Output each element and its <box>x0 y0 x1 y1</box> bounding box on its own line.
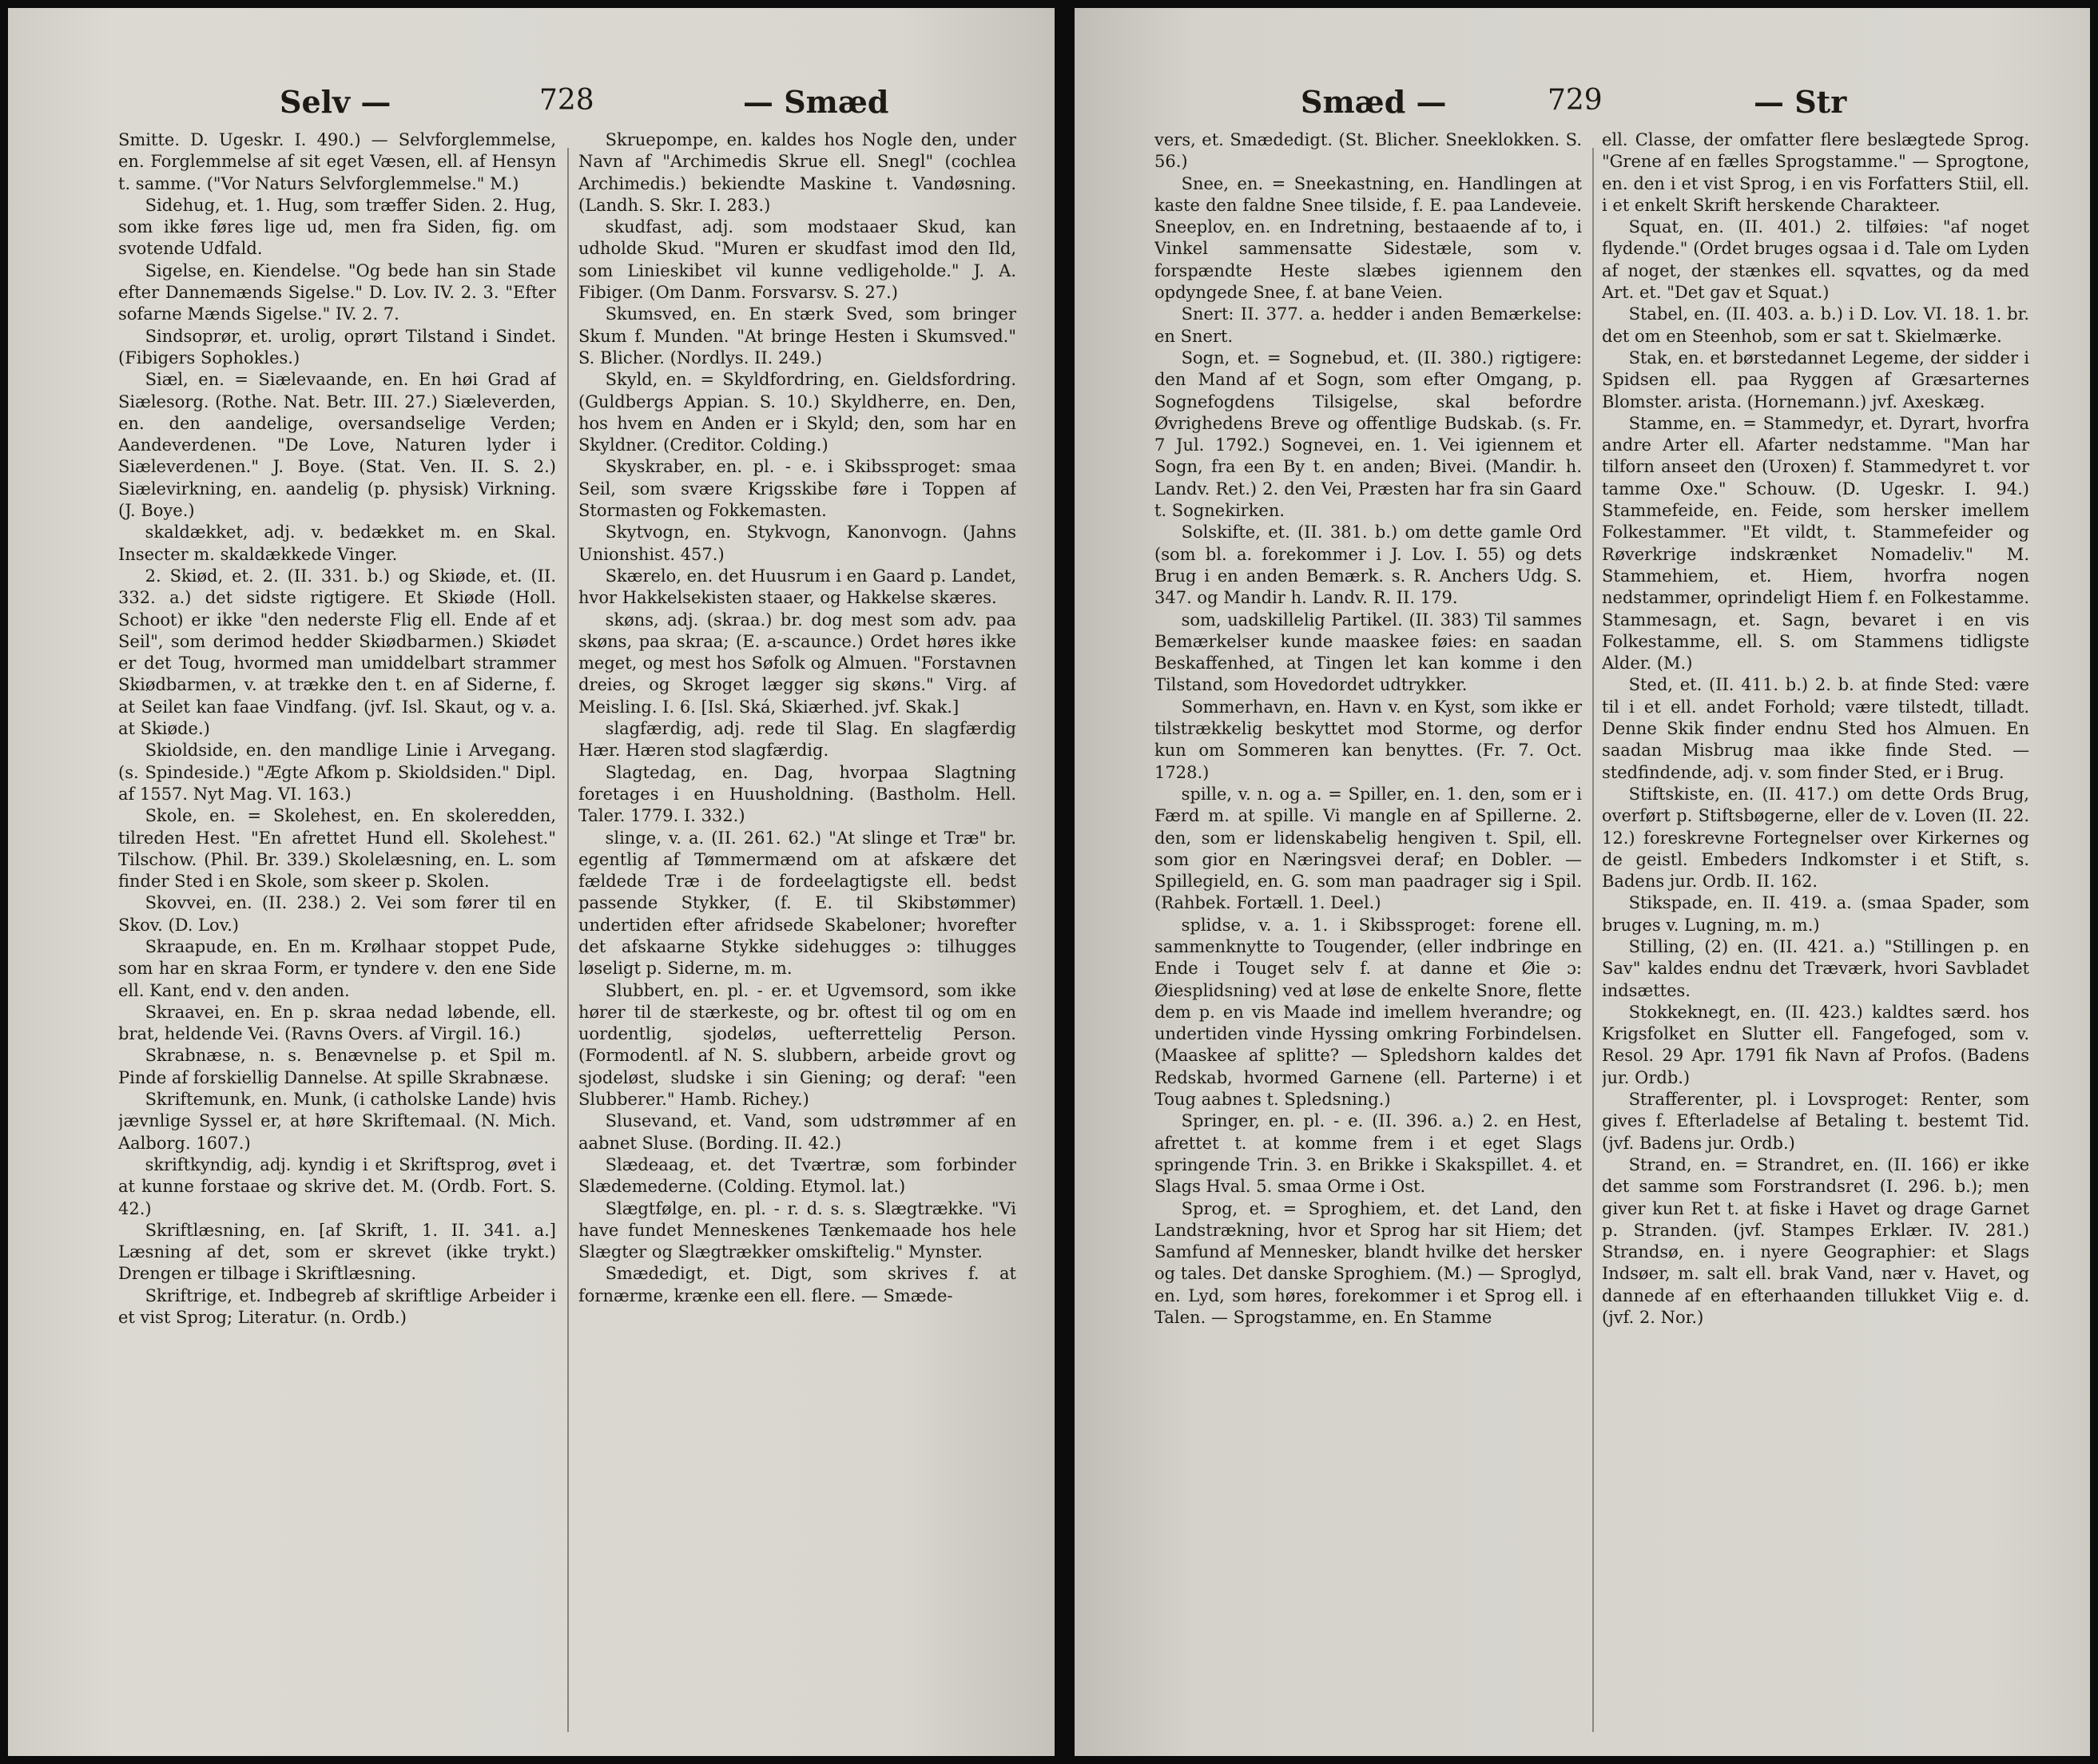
right-header-catchword-start: Smæd — <box>1301 84 1447 120</box>
left-page <box>8 8 1055 1756</box>
entry: Skruepompe, en. kaldes hos Nogle den, under Navn af "Archimedis Skrue ell. Snegl" (cochlea Archimedis.) bekiendte Maskine t. Vandøsning. (Landh. S. Skr. I. 283.) <box>578 130 1016 215</box>
entry: Skraavei, en. En p. skraa nedad løbende, ell. brat, heldende Vei. (Ravns Overs. af Virgil. 16.) <box>118 1002 556 1044</box>
entry: Skriftlæsning, en. [af Skrift, 1. II. 341. a.] Læsning af det, som er skrevet (ikke trykt.) Drengen er tilbage i Skriftlæsning. <box>118 1220 556 1284</box>
entry: Sogn, et. = Sognebud, et. (II. 380.) rigtigere: den Mand af et Sogn, som efter Omgang, p. Sognefogdens Tilsigelse, skal befordre Øvrighedens Breve og offentlige Budskab. (s. Fr. 7 Jul. 1792.) Sognevei, en. 1. Vei igiennem et Sogn, fra een By t. en anden; Bivei. (Mandir. h. Landv. Ret.) 2. den Vei, Præsten har fra sin Gaard t. Sognekirken. <box>1154 348 1582 521</box>
entry: Skriftrige, et. Indbegreb af skriftlige Arbeider i et vist Sprog; Literatur. (n. Ordb.) <box>118 1285 556 1328</box>
entry: som, uadskillelig Partikel. (II. 383) Til sammes Bemærkelser kunde maaskee føies: en saadan Beskaffenhed, at Tingen let kan komme i den Tilstand, som Hovedordet udtrykker. <box>1154 610 1582 695</box>
entry: skøns, adj. (skraa.) br. dog mest som adv. paa skøns, paa skraa; (E. a-scaunce.) Ordet høres ikke meget, og mest hos Søfolk og Almuen. "Forstavnen dreies, og Skroget lægger sig skøns." Virg. af Meisling. I. 6. [Isl. Ská, Skiærhed. jvf. Skak.] <box>578 610 1016 717</box>
right-page <box>1075 8 2090 1756</box>
entry: 2. Skiød, et. 2. (II. 331. b.) og Skiøde, et. (II. 332. a.) det sidste rigtigere. Et Skiøde (Holl. Schoot) er ikke "den nederste Flig ell. Ende af et Seil", som derimod hedder Skiødbarmen.) Skiødet er det Toug, hvormed man umiddelbart strammer Skiødbarmen, v. at trække den t. en af Siderne, f. at Seilet kan faae Vindfang. (jvf. Isl. Skaut, og v. a. at Skiøde.) <box>118 566 556 739</box>
entry: Stokkeknegt, en. (II. 423.) kaldtes særd. hos Krigsfolket en Slutter ell. Fangefoged, som v. Resol. 29 Apr. 1791 fik Navn af Profos. (Badens jur. Ordb.) <box>1602 1002 2029 1087</box>
entry: Skyld, en. = Skyldfordring, en. Gieldsfordring. (Guldbergs Appian. S. 10.) Skyldherre, en. Den, hos hvem en Anden er i Skyld; den, som har en Skyldner. (Creditor. Colding.) <box>578 370 1016 455</box>
entry: Stiftskiste, en. (II. 417.) om dette Ords Brug, overført p. Stiftsbøgerne, eller de v. Loven (II. 22. 12.) foreskrevne Fortegnelser over Kirkernes og de geistl. Embeders Indkomster i et Stift, s. Badens jur. Ordb. II. 162. <box>1602 784 2029 892</box>
entry: skaldækket, adj. v. bedækket m. en Skal. Insecter m. skaldækkede Vinger. <box>118 522 556 564</box>
right-header-page-number: 729 <box>1548 84 1603 117</box>
entry: Slagtedag, en. Dag, hvorpaa Slagtning foretages i en Huusholdning. (Bastholm. Hell. Taler. 1779. I. 332.) <box>578 762 1016 826</box>
entry: Skole, en. = Skolehest, en. En skoleredden, tilreden Hest. "En afrettet Hund ell. Skolehest." Tilschow. (Phil. Br. 339.) Skolelæsning, en. L. som finder Sted i en Skole, som skeer p. Skolen. <box>118 806 556 892</box>
entry: Skærelo, en. det Huusrum i en Gaard p. Landet, hvor Hakkelsekisten staaer, og Hakkelse skæres. <box>578 566 1016 608</box>
entry: Stabel, en. (II. 403. a. b.) i D. Lov. VI. 18. 1. br. det om en Steenhob, som er sat t. Skielmærke. <box>1602 304 2029 346</box>
entry: Skovvei, en. (II. 238.) 2. Vei som fører til en Skov. (D. Lov.) <box>118 893 556 935</box>
entry: Sidehug, et. 1. Hug, som træffer Siden. 2. Hug, som ikke føres lige ud, men fra Siden, fig. om svotende Udfald. <box>118 195 556 259</box>
entry: Solskifte, et. (II. 381. b.) om dette gamle Ord (som bl. a. forekommer i J. Lov. I. 55) og dets Brug i en anden Bemærk. s. R. Anchers Udg. S. 347. og Mandir h. Landv. R. II. 179. <box>1154 522 1582 608</box>
entry: Springer, en. pl. - e. (II. 396. a.) 2. en Hest, afrettet t. at komme frem i et eget Slags springende Trin. 3. en Brikke i Skakspillet. 4. et Slags Hval. 5. smaa Orme i Ost. <box>1154 1111 1582 1197</box>
right-page-header <box>1075 84 2090 132</box>
entry: Skraapude, en. En m. Krølhaar stoppet Pude, som har en skraa Form, er tyndere v. den ene Side ell. Kant, end v. den anden. <box>118 936 556 1000</box>
column-separator <box>567 148 569 1732</box>
entry: Skriftemunk, en. Munk, (i catholske Lande) hvis jævnlige Syssel er, at høre Skriftemaal. (N. Mich. Aalborg. 1607.) <box>118 1090 556 1153</box>
entry: spille, v. n. og a. = Spiller, en. 1. den, som er i Færd m. at spille. Vi mangle en af Spillerne. 2. den, som er lidenskabelig hengiven t. Spil, ell. som gior en Næringsvei deraf; en Dobler. — Spillegield, en. G. som man paadrager sig i Spil. (Rahbek. Fortæll. 1. Deel.) <box>1154 784 1582 913</box>
right-page-column-2 <box>1602 129 2029 1740</box>
right-header-catchword-end: — Str <box>1754 84 1847 120</box>
entry: Sigelse, en. Kiendelse. "Og bede han sin Stade efter Dannemænds Sigelse." D. Lov. IV. 2. 3. "Efter sofarne Mænds Sigelse." IV. 2. 7. <box>118 260 556 324</box>
entry: Smædedigt, et. Digt, som skrives f. at fornærme, krænke een ell. flere. — Smæde- <box>578 1264 1016 1305</box>
left-header-page-number: 728 <box>539 84 594 117</box>
entry: Sommerhavn, en. Havn v. en Kyst, som ikke er tilstrækkelig beskyttet mod Storme, og derfor kun om Sommeren kan benyttes. (Fr. 7. Oct. 1728.) <box>1154 697 1582 782</box>
entry: Slusevand, et. Vand, som udstrømmer af en aabnet Sluse. (Bording. II. 42.) <box>578 1111 1016 1153</box>
entry: Strand, en. = Strandret, en. (II. 166) er ikke det samme som Forstrandsret (I. 296. b.); men giver kun Ret t. at fiske i Havet og drage Garnet p. Stranden. (jvf. Stampes Erklær. IV. 281.) Strandsø, en. i nyere Geographier: et Slags Indsøer, m. salt ell. brak Vand, nær v. Havet, og dannede af en efterhaanden tillukket Viig e. d. (jvf. 2. Nor.) <box>1602 1154 2029 1328</box>
entry: skudfast, adj. som modstaaer Skud, kan udholde Skud. "Muren er skudfast imod den Ild, som Linieskibet vil kunne vedligeholde." J. A. Fibiger. (Om Danm. Forsvarsv. S. 27.) <box>578 217 1016 303</box>
left-header-catchword-end: — Smæd <box>743 84 889 120</box>
entry: Squat, en. (II. 401.) 2. tilføies: "af noget flydende." (Ordet bruges ogsaa i d. Tale om Lyden af noget, der stænkes ell. sqvattes, og da med Art. et. "Det gav et Squat.) <box>1602 217 2029 303</box>
entry: Siæl, en. = Siælevaande, en. En høi Grad af Siælesorg. (Rothe. Nat. Betr. III. 27.) Siæleverden, en. den aandelige, oversandselige Verden; Aandeverdenen. "De Love, Naturen lyder i Siæleverdenen." J. Boye. (Stat. Ven. II. S. 2.) Siælevirkning, en. aandelig (p. physisk) Virkning. (J. Boye.) <box>118 370 556 521</box>
entry: Stikspade, en. II. 419. a. (smaa Spader, som bruges v. Lugning, m. m.) <box>1602 893 2029 935</box>
entry: Skioldside, en. den mandlige Linie i Arvegang. (s. Spindeside.) "Ægte Afkom p. Skioldsiden." Dipl. af 1557. Nyt Mag. VI. 163.) <box>118 741 556 804</box>
column-separator <box>1592 148 1594 1732</box>
entry: Skyskraber, en. pl. - e. i Skibssproget: smaa Seil, som svære Krigsskibe føre i Toppen af Stormasten og Fokkemasten. <box>578 457 1016 521</box>
left-page-column-2 <box>578 129 1016 1740</box>
entry: Smitte. D. Ugeskr. I. 490.) — Selvforglemmelse, en. Forglemmelse af sit eget Væsen, ell. af Hensyn t. samme. ("Vor Naturs Selvforglemmelse." M.) <box>118 130 556 193</box>
entry: Stilling, (2) en. (II. 421. a.) "Stillingen p. en Sav" kaldes endnu det Træværk, hvori Savbladet indsættes. <box>1602 936 2029 1000</box>
left-page-column-1 <box>118 129 556 1740</box>
entry: Sted, et. (II. 411. b.) 2. b. at finde Sted: være til i et ell. andet Forhold; være tilstedt, tilladt. Denne Skik finder endnu Sted hos Almuen. En saadan Misbrug maa ikke finde Sted. — stedfindende, adj. v. som finder Sted, er i Brug. <box>1602 675 2029 782</box>
entry: Sindsoprør, et. urolig, oprørt Tilstand i Sindet. (Fibigers Sophokles.) <box>118 326 556 368</box>
entry: Snee, en. = Sneekastning, en. Handlingen at kaste den faldne Snee tilside, f. E. paa Landeveie. Sneeplov, en. en Indretning, bestaaende af to, i Vinkel sammensatte Sidestæle, som v. forspændte Heste slæbes igiennem den opdyngede Snee, f. at bane Veien. <box>1154 173 1582 303</box>
entry: slinge, v. a. (II. 261. 62.) "At slinge et Træ" br. egentlig af Tømmermænd om at afskære det fældede Træ i de fordeelagtigste ell. bedst passende Stykker, (f. E. til Skibstømmer) undertiden efter afridsede Skabeloner; hvorefter det afskaarne Stykke sidehugges ɔ: tilhugges løseligt p. Siderne, m. m. <box>578 828 1016 979</box>
entry: ell. Classe, der omfatter flere beslægtede Sprog. "Grene af en fælles Sprogstamme." — Sprogtone, en. den i et vist Sprog, i en vis Forfatters Stiil, ell. i et enkelt Skrift herskende Charakteer. <box>1602 130 2029 215</box>
entry: vers, et. Smædedigt. (St. Blicher. Sneeklokken. S. 56.) <box>1154 130 1582 172</box>
entry: Skrabnæse, n. s. Benævnelse p. et Spil m. Pinde af forskiellig Dannelse. At spille Skrabnæse. <box>118 1046 556 1087</box>
entry: slagfærdig, adj. rede til Slag. En slagfærdig Hær. Hæren stod slagfærdig. <box>578 719 1016 761</box>
left-header-catchword-start: Selv — <box>280 84 391 120</box>
entry: Slægtfølge, en. pl. - r. d. s. s. Slægtrække. "Vi have fundet Menneskenes Tænkemaade hos hele Slægter og Slægtrækker omskiftelig." Mynster. <box>578 1198 1016 1262</box>
entry: Skumsved, en. En stærk Sved, som bringer Skum f. Munden. "At bringe Hesten i Skumsved." S. Blicher. (Nordlys. II. 249.) <box>578 304 1016 368</box>
entry: Sprog, et. = Sproghiem, et. det Land, den Landstrækning, hvor et Sprog har sit Hiem; det Samfund af Mennesker, blandt hvilke det hersker og tales. Det danske Sproghiem. (M.) — Sproglyd, en. Lyd, som høres, forekommer i et Sprog ell. i Talen. — Sprogstamme, en. En Stamme <box>1154 1198 1582 1328</box>
entry: Stak, en. et børstedannet Legeme, der sidder i Spidsen ell. paa Ryggen af Græsarternes Blomster. arista. (Hornemann.) jvf. Axeskæg. <box>1602 348 2029 411</box>
right-page-column-1 <box>1154 129 1582 1740</box>
entry: splidse, v. a. 1. i Skibssproget: forene ell. sammenknytte to Tougender, (eller indbringe en Ende i Touget selv f. at danne et Øie ɔ: Øiesplidsning) ved at løse de enkelte Snore, flette dem p. en vis Maade ind imellem hverandre; og undertiden vinde Hyssing omkring Forbindelsen. (Maaskee af splitte? — Spledshorn kaldes det Redskab, hvormed Garnene (ell. Parterne) i et Toug aabnes t. Spledsning.) <box>1154 915 1582 1110</box>
entry: Slædeaag, et. det Tværtræ, som forbinder Slædemederne. (Colding. Etymol. lat.) <box>578 1154 1016 1197</box>
entry: skriftkyndig, adj. kyndig i et Skriftsprog, øvet i at kunne forstaae og skrive det. M. (Ordb. Fort. S. 42.) <box>118 1154 556 1218</box>
entry: Stamme, en. = Stammedyr, et. Dyrart, hvorfra andre Arter ell. Afarter nedstamme. "Man har tilforn anseet den (Uroxen) f. Stammedyret t. vor tamme Oxe." Schouw. (D. Ugeskr. I. 94.) Stammefeide, en. Feide, som hersker imellem Folkestammer. "Et vildt, t. Stammefeider og Røverkrige indskrænket Nomadeliv." M. Stammehiem, et. Hiem, hvorfra nogen nedstammer, oprindeligt Hiem f. en Folkestamme. Stammesagn, et. Sagn, bevaret i en vis Folkestamme, ell. S. om Stammens tidligste Alder. (M.) <box>1602 413 2029 673</box>
entry: Strafferenter, pl. i Lovsproget: Renter, som gives f. Efterladelse af Betaling t. bestemt Tid. (jvf. Badens jur. Ordb.) <box>1602 1090 2029 1153</box>
entry: Snert: II. 377. a. hedder i anden Bemærkelse: en Snert. <box>1154 304 1582 346</box>
left-page-header <box>8 84 1055 132</box>
entry: Skytvogn, en. Stykvogn, Kanonvogn. (Jahns Unionshist. 457.) <box>578 522 1016 564</box>
entry: Slubbert, en. pl. - er. et Ugvemsord, som ikke hører til de stærkeste, og br. oftest til og om en uordentlig, sjodeløs, uefterrettelig Person. (Formodentl. af N. S. slubbern, arbeide grovt og sjodeløst, sludske i sin Giening; og deraf: "een Slubberer." Hamb. Richey.) <box>578 980 1016 1110</box>
